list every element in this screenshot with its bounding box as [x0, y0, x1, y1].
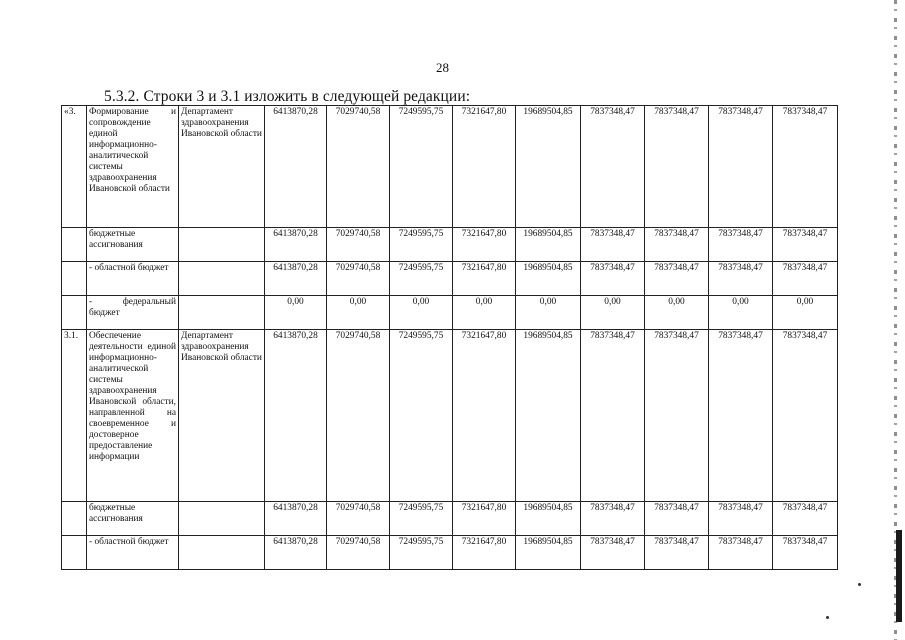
- amount-cell: 0,00: [581, 296, 645, 330]
- row-number-cell: [62, 536, 87, 570]
- amount-cell: 0,00: [709, 296, 773, 330]
- department-cell: [179, 296, 265, 330]
- amount-cell: 19689504,85: [516, 106, 581, 228]
- amount-cell: 19689504,85: [516, 330, 581, 502]
- amount-cell: 7249595,75: [390, 502, 453, 536]
- row-number-cell: [62, 228, 87, 262]
- table-row: [62, 262, 838, 296]
- table-row: [62, 330, 838, 502]
- description-cell: бюджетные ассигнования: [87, 502, 179, 536]
- description-cell: - областной бюджет: [87, 536, 179, 570]
- row-number-cell: 3.1.: [62, 330, 87, 502]
- amount-cell: 7837348,47: [709, 330, 773, 502]
- amount-cell: 6413870,28: [265, 228, 327, 262]
- amount-cell: 7837348,47: [645, 106, 709, 228]
- amount-cell: 7029740,58: [327, 228, 390, 262]
- amount-cell: 0,00: [327, 296, 390, 330]
- amount-cell: 7837348,47: [773, 330, 838, 502]
- table-row: [62, 296, 838, 330]
- amount-cell: 7321647,80: [453, 262, 516, 296]
- section-heading: 5.3.2. Строки 3 и 3.1 изложить в следующей редакции:: [104, 88, 471, 105]
- amount-cell: 19689504,85: [516, 262, 581, 296]
- department-cell: [179, 228, 265, 262]
- description-cell: Обеспечение деятельности единой информационно-аналитической системы здравоохранения Ивановской области, направленной на своевременное и достоверное предоставление информации: [87, 330, 179, 502]
- amount-cell: 7837348,47: [645, 502, 709, 536]
- amount-cell: 7321647,80: [453, 228, 516, 262]
- amount-cell: 7837348,47: [709, 536, 773, 570]
- department-cell: Департамент здравоохранения Ивановской области: [179, 106, 265, 228]
- department-cell: [179, 502, 265, 536]
- amount-cell: 6413870,28: [265, 106, 327, 228]
- amount-cell: 7837348,47: [645, 330, 709, 502]
- table-row: [62, 502, 838, 536]
- amount-cell: 7837348,47: [709, 262, 773, 296]
- amount-cell: 0,00: [773, 296, 838, 330]
- amount-cell: 19689504,85: [516, 502, 581, 536]
- amount-cell: 6413870,28: [265, 262, 327, 296]
- amount-cell: 7837348,47: [709, 502, 773, 536]
- amount-cell: 7837348,47: [773, 228, 838, 262]
- description-cell: - федеральный бюджет: [87, 296, 179, 330]
- amount-cell: 0,00: [390, 296, 453, 330]
- scan-speck: [858, 583, 861, 586]
- amount-cell: 7837348,47: [581, 502, 645, 536]
- amount-cell: 7837348,47: [773, 502, 838, 536]
- amount-cell: 6413870,28: [265, 536, 327, 570]
- amount-cell: 7837348,47: [709, 106, 773, 228]
- department-cell: [179, 262, 265, 296]
- amount-cell: 7249595,75: [390, 330, 453, 502]
- department-cell: Департамент здравоохранения Ивановской области: [179, 330, 265, 502]
- amount-cell: 7837348,47: [773, 262, 838, 296]
- amount-cell: 7837348,47: [581, 106, 645, 228]
- amount-cell: 7249595,75: [390, 536, 453, 570]
- budget-table: [61, 105, 838, 570]
- amount-cell: 7837348,47: [581, 536, 645, 570]
- description-cell: бюджетные ассигнования: [87, 228, 179, 262]
- amount-cell: 7029740,58: [327, 330, 390, 502]
- description-cell: Формирование и сопровождение единой информационно-аналитической системы здравоохранения Ивановской области: [87, 106, 179, 228]
- amount-cell: 0,00: [645, 296, 709, 330]
- description-cell: - областной бюджет: [87, 262, 179, 296]
- scan-edge-shadow: [896, 530, 902, 622]
- amount-cell: 7837348,47: [581, 330, 645, 502]
- scan-speck: [826, 616, 829, 619]
- amount-cell: 6413870,28: [265, 330, 327, 502]
- page-number: 28: [436, 60, 449, 75]
- row-number-cell: [62, 296, 87, 330]
- amount-cell: 7029740,58: [327, 106, 390, 228]
- amount-cell: 0,00: [453, 296, 516, 330]
- amount-cell: 7837348,47: [773, 106, 838, 228]
- amount-cell: 0,00: [265, 296, 327, 330]
- amount-cell: 7321647,80: [453, 536, 516, 570]
- amount-cell: 7837348,47: [709, 228, 773, 262]
- table-row: [62, 106, 838, 228]
- row-number-cell: [62, 502, 87, 536]
- amount-cell: 7837348,47: [645, 228, 709, 262]
- amount-cell: 7837348,47: [645, 262, 709, 296]
- amount-cell: 7837348,47: [645, 536, 709, 570]
- amount-cell: 19689504,85: [516, 228, 581, 262]
- amount-cell: 6413870,28: [265, 502, 327, 536]
- table-row: [62, 536, 838, 570]
- amount-cell: 19689504,85: [516, 536, 581, 570]
- amount-cell: 7837348,47: [581, 262, 645, 296]
- amount-cell: 0,00: [516, 296, 581, 330]
- amount-cell: 7029740,58: [327, 536, 390, 570]
- row-number-cell: [62, 262, 87, 296]
- amount-cell: 7321647,80: [453, 106, 516, 228]
- table-row: [62, 228, 838, 262]
- amount-cell: 7837348,47: [773, 536, 838, 570]
- amount-cell: 7029740,58: [327, 262, 390, 296]
- amount-cell: 7249595,75: [390, 106, 453, 228]
- row-number-cell: «3.: [62, 106, 87, 228]
- amount-cell: 7837348,47: [581, 228, 645, 262]
- amount-cell: 7321647,80: [453, 330, 516, 502]
- amount-cell: 7249595,75: [390, 228, 453, 262]
- department-cell: [179, 536, 265, 570]
- amount-cell: 7321647,80: [453, 502, 516, 536]
- amount-cell: 7249595,75: [390, 262, 453, 296]
- amount-cell: 7029740,58: [327, 502, 390, 536]
